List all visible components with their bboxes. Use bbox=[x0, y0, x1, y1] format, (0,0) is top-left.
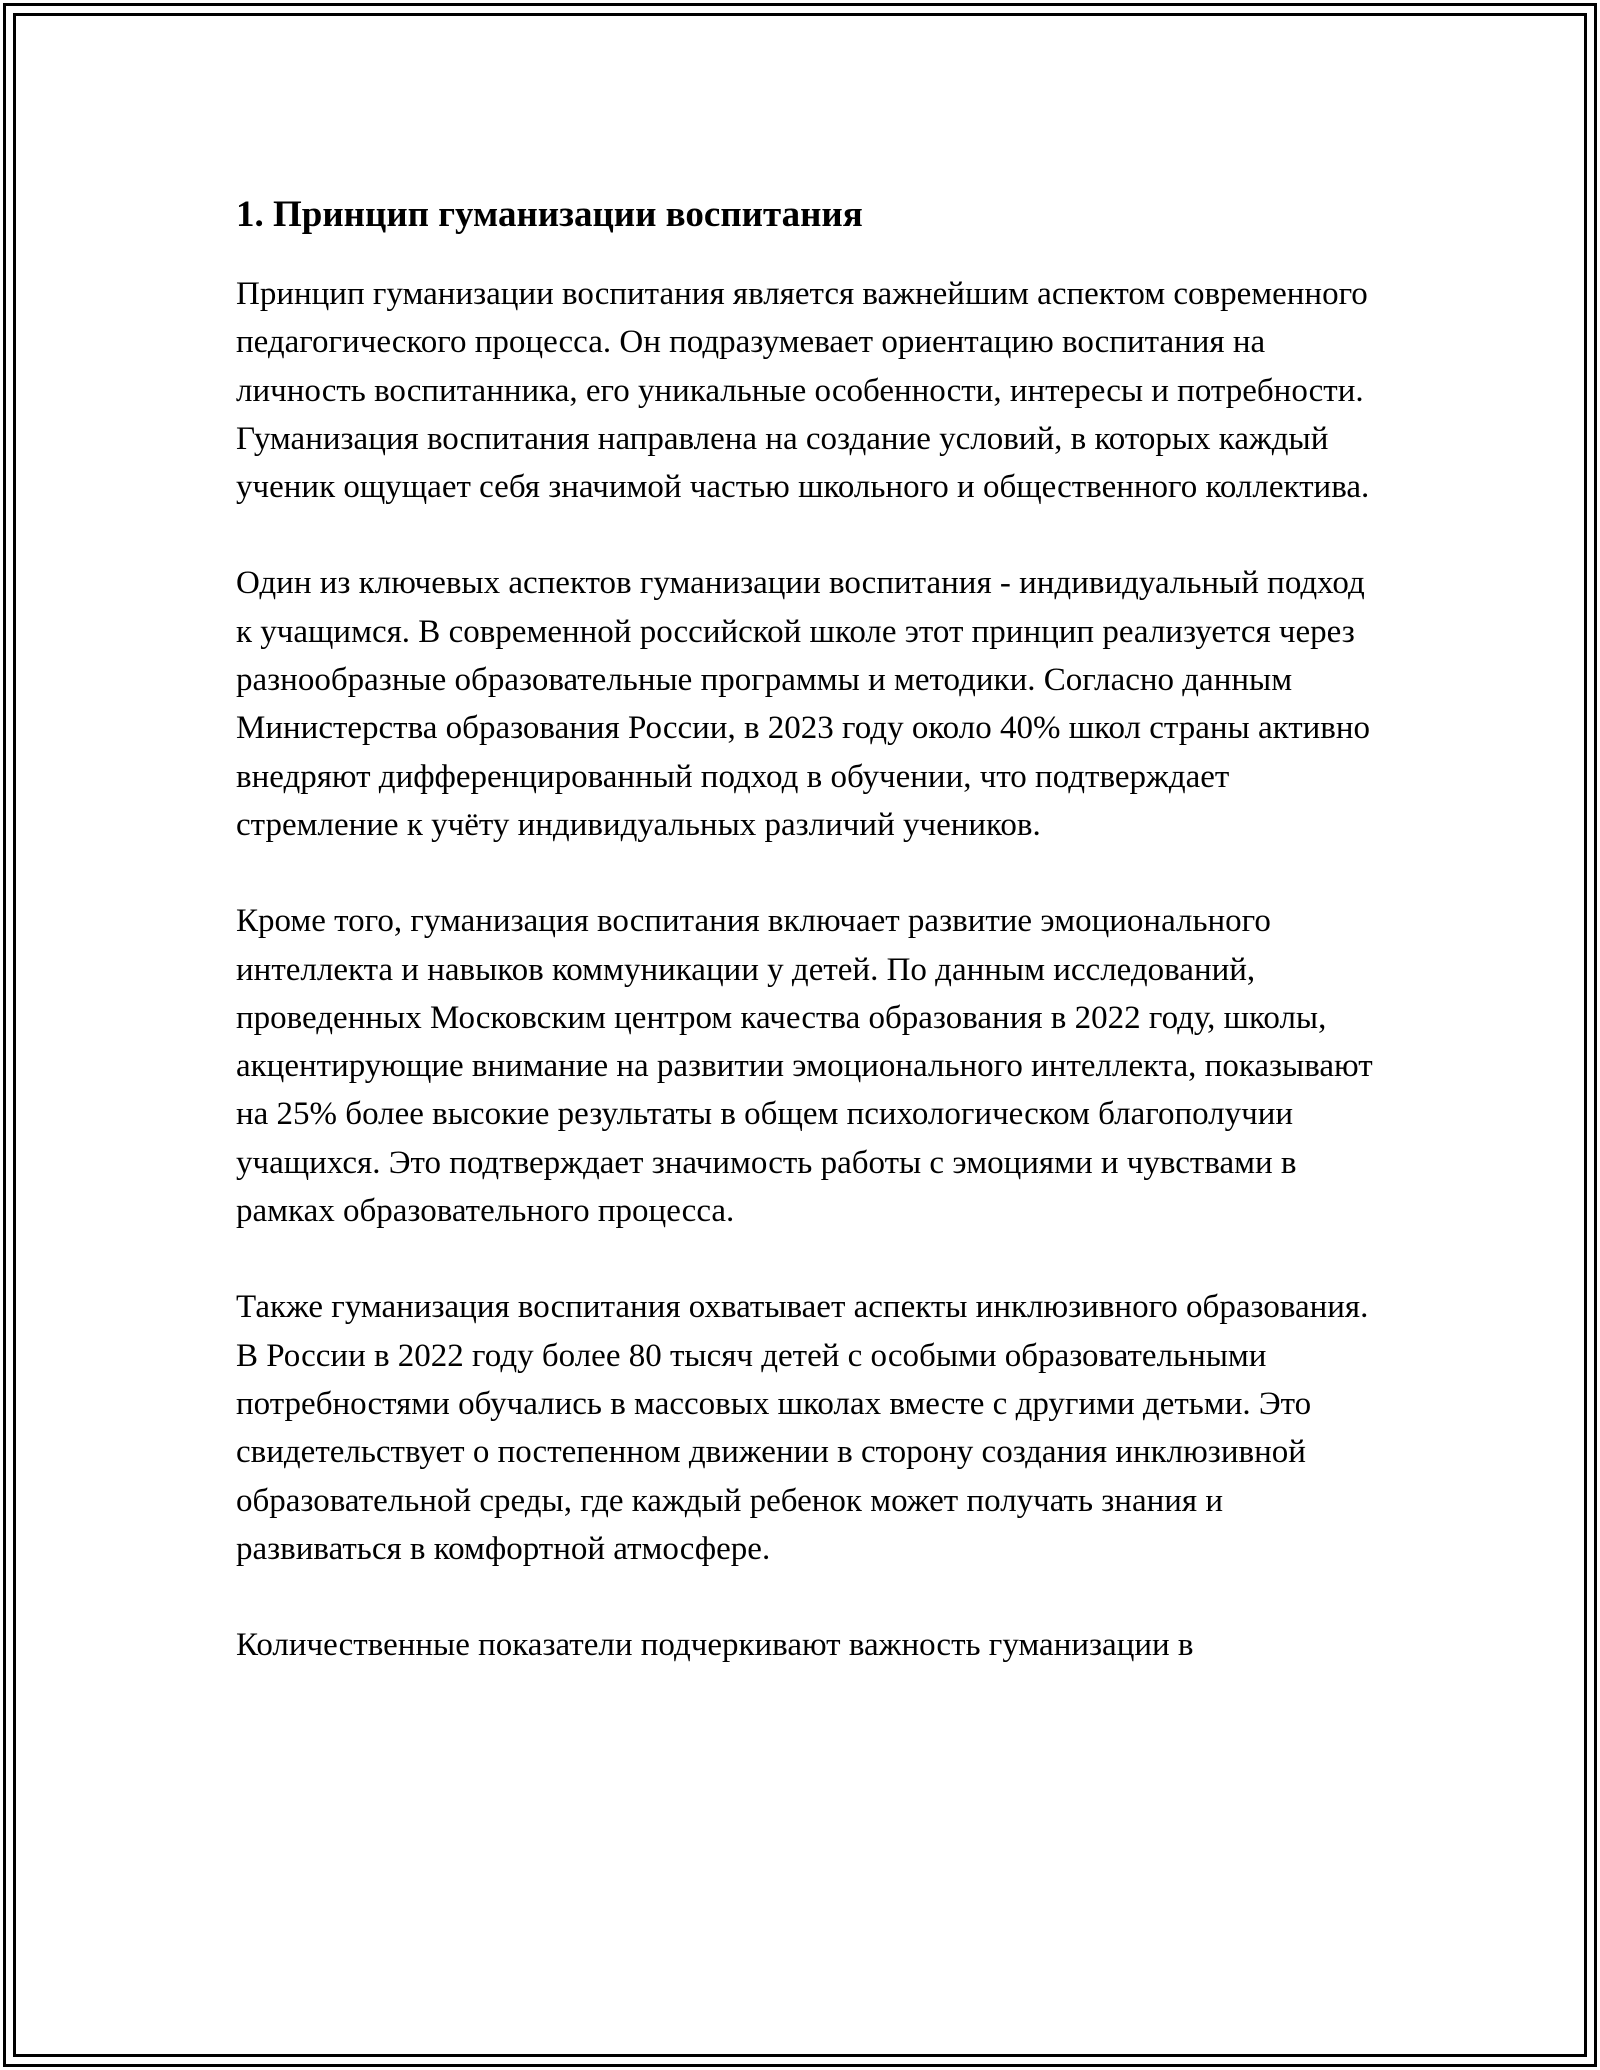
paragraph-3: Кроме того, гуманизация воспитания включает развитие эмоционального интеллекта и навыков коммуникации у детей. По данным исследований, проведенных Московским центром качества образования в 2022 году, школы, акцентирующие внимание на развитии эмоционального интеллекта, показывают на 25% более высокие результаты в общем психологическом благополучии учащихся. Это подтверждает значимость работы с эмоциями и чувствами в рамках образовательного процесса. bbox=[236, 903, 1373, 1230]
paragraph-4: Также гуманизация воспитания охватывает аспекты инклюзивного образования. В России в 2022 году более 80 тысяч детей с особыми образовательными потребностями обучались в массовых школах вместе с другими детьми. Это свидетельствует о постепенном движении в сторону создания инклюзивной образовательной среды, где каждый ребенок может получать знания и развиваться в комфортной атмосфере. bbox=[236, 1289, 1369, 1567]
document-body bbox=[236, 190, 1376, 1717]
paragraph-1: Принцип гуманизации воспитания является важнейшим аспектом современного педагогического процесса. Он подразумевает ориентацию воспитания на личность воспитанника, его уникальные особенности, интересы и потребности. Гуманизация воспитания направлена на создание условий, в которых каждый ученик ощущает себя значимой частью школьного и общественного коллектива. bbox=[236, 276, 1370, 506]
section-heading: 1. Принцип гуманизации воспитания bbox=[236, 194, 863, 235]
paragraph-5: Количественные показатели подчеркивают важность гуманизации в bbox=[236, 1627, 1194, 1664]
paragraph-2: Один из ключевых аспектов гуманизации воспитания - индивидуальный подход к учащимся. В современной российской школе этот принцип реализуется через разнообразные образовательные программы и методики. Согласно данным Министерства образования России, в 2023 году около 40% школ страны активно внедряют дифференцированный подход в обучении, что подтверждает стремление к учёту индивидуальных различий учеников. bbox=[236, 565, 1371, 843]
